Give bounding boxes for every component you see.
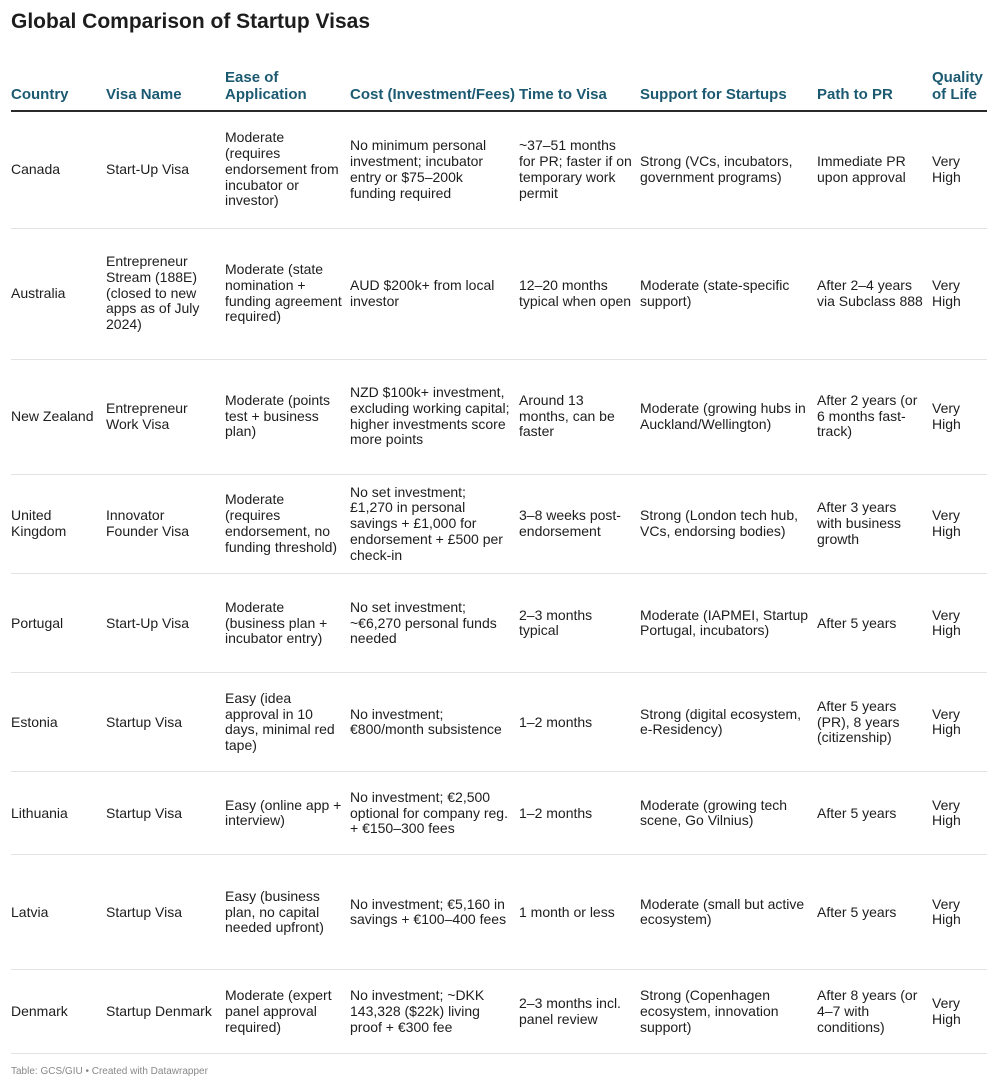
cell-path-to-pr: After 5 years — [817, 772, 932, 855]
cell-time: ~37–51 months for PR; faster if on temporary work permit — [519, 111, 640, 228]
table-header-row — [11, 69, 987, 111]
column-header-quality-of-life: Quality of Life — [932, 69, 987, 111]
cell-support: Moderate (growing hubs in Auckland/Wellington) — [640, 359, 817, 474]
cell-quality-of-life: Very High — [932, 228, 987, 359]
cell-ease: Easy (idea approval in 10 days, minimal red tape) — [225, 673, 350, 772]
cell-support: Moderate (state-specific support) — [640, 228, 817, 359]
cell-cost: AUD $200k+ from local investor — [350, 228, 519, 359]
cell-path-to-pr: After 2 years (or 6 months fast-track) — [817, 359, 932, 474]
cell-cost: No set investment; £1,270 in personal savings + £1,000 for endorsement + £500 per check-in — [350, 474, 519, 574]
table-row — [11, 970, 987, 1054]
cell-country: Canada — [11, 111, 106, 228]
cell-country: Australia — [11, 228, 106, 359]
cell-ease: Moderate (requires endorsement from incubator or investor) — [225, 111, 350, 228]
cell-quality-of-life: Very High — [932, 574, 987, 673]
cell-time: 2–3 months typical — [519, 574, 640, 673]
cell-support: Strong (digital ecosystem, e-Residency) — [640, 673, 817, 772]
cell-quality-of-life: Very High — [932, 772, 987, 855]
cell-ease: Moderate (expert panel approval required) — [225, 970, 350, 1054]
column-header-ease: Ease of Application — [225, 69, 350, 111]
source-footer: Table: GCS/GIU • Created with Datawrapper — [11, 1066, 208, 1077]
visa-comparison-table — [11, 69, 987, 1054]
cell-quality-of-life: Very High — [932, 970, 987, 1054]
cell-cost: No investment; €800/month subsistence — [350, 673, 519, 772]
cell-country: Portugal — [11, 574, 106, 673]
cell-cost: No investment; €2,500 optional for company reg. + €150–300 fees — [350, 772, 519, 855]
cell-time: 1 month or less — [519, 855, 640, 970]
cell-quality-of-life: Very High — [932, 359, 987, 474]
cell-cost: NZD $100k+ investment, excluding working capital; higher investments score more points — [350, 359, 519, 474]
cell-visa-name: Innovator Founder Visa — [106, 474, 225, 574]
column-header-support: Support for Startups — [640, 69, 817, 111]
cell-country: Denmark — [11, 970, 106, 1054]
cell-visa-name: Entrepreneur Stream (188E) (closed to new apps as of July 2024) — [106, 228, 225, 359]
table-row — [11, 111, 987, 228]
cell-support: Strong (VCs, incubators, government programs) — [640, 111, 817, 228]
cell-cost: No set investment; ~€6,270 personal funds needed — [350, 574, 519, 673]
cell-cost: No minimum personal investment; incubator entry or $75–200k funding required — [350, 111, 519, 228]
cell-path-to-pr: Immediate PR upon approval — [817, 111, 932, 228]
cell-ease: Moderate (points test + business plan) — [225, 359, 350, 474]
cell-country: Lithuania — [11, 772, 106, 855]
cell-support: Moderate (small but active ecosystem) — [640, 855, 817, 970]
table-row — [11, 228, 987, 359]
table-row — [11, 574, 987, 673]
cell-country: Estonia — [11, 673, 106, 772]
cell-path-to-pr: After 3 years with business growth — [817, 474, 932, 574]
column-header-cost: Cost (Investment/Fees) — [350, 69, 519, 111]
cell-time: Around 13 months, can be faster — [519, 359, 640, 474]
cell-path-to-pr: After 5 years — [817, 855, 932, 970]
cell-path-to-pr: After 2–4 years via Subclass 888 — [817, 228, 932, 359]
cell-quality-of-life: Very High — [932, 673, 987, 772]
cell-ease: Moderate (state nomination + funding agreement required) — [225, 228, 350, 359]
cell-support: Moderate (IAPMEI, Startup Portugal, incubators) — [640, 574, 817, 673]
cell-visa-name: Startup Visa — [106, 673, 225, 772]
cell-quality-of-life: Very High — [932, 111, 987, 228]
cell-quality-of-life: Very High — [932, 855, 987, 970]
cell-visa-name: Entrepreneur Work Visa — [106, 359, 225, 474]
table-row — [11, 855, 987, 970]
cell-time: 3–8 weeks post-endorsement — [519, 474, 640, 574]
cell-time: 1–2 months — [519, 772, 640, 855]
cell-visa-name: Start-Up Visa — [106, 111, 225, 228]
cell-country: Latvia — [11, 855, 106, 970]
page-title: Global Comparison of Startup Visas — [11, 10, 371, 33]
cell-country: New Zealand — [11, 359, 106, 474]
cell-visa-name: Start-Up Visa — [106, 574, 225, 673]
cell-visa-name: Startup Visa — [106, 772, 225, 855]
column-header-country: Country — [11, 69, 106, 111]
table-row — [11, 359, 987, 474]
cell-time: 1–2 months — [519, 673, 640, 772]
cell-path-to-pr: After 5 years (PR), 8 years (citizenship) — [817, 673, 932, 772]
cell-support: Strong (Copenhagen ecosystem, innovation support) — [640, 970, 817, 1054]
cell-time: 12–20 months typical when open — [519, 228, 640, 359]
cell-cost: No investment; ~DKK 143,328 ($22k) living proof + €300 fee — [350, 970, 519, 1054]
table-row — [11, 474, 987, 574]
cell-visa-name: Startup Denmark — [106, 970, 225, 1054]
column-header-path-to-pr: Path to PR — [817, 69, 932, 111]
cell-ease: Easy (business plan, no capital needed upfront) — [225, 855, 350, 970]
cell-country: United Kingdom — [11, 474, 106, 574]
table-row — [11, 772, 987, 855]
cell-time: 2–3 months incl. panel review — [519, 970, 640, 1054]
cell-cost: No investment; €5,160 in savings + €100–400 fees — [350, 855, 519, 970]
cell-path-to-pr: After 5 years — [817, 574, 932, 673]
cell-visa-name: Startup Visa — [106, 855, 225, 970]
cell-ease: Easy (online app + interview) — [225, 772, 350, 855]
cell-support: Moderate (growing tech scene, Go Vilnius) — [640, 772, 817, 855]
cell-support: Strong (London tech hub, VCs, endorsing bodies) — [640, 474, 817, 574]
cell-quality-of-life: Very High — [932, 474, 987, 574]
table-row — [11, 673, 987, 772]
cell-ease: Moderate (business plan + incubator entry) — [225, 574, 350, 673]
cell-ease: Moderate (requires endorsement, no funding threshold) — [225, 474, 350, 574]
column-header-visa-name: Visa Name — [106, 69, 225, 111]
column-header-time: Time to Visa — [519, 69, 640, 111]
cell-path-to-pr: After 8 years (or 4–7 with conditions) — [817, 970, 932, 1054]
